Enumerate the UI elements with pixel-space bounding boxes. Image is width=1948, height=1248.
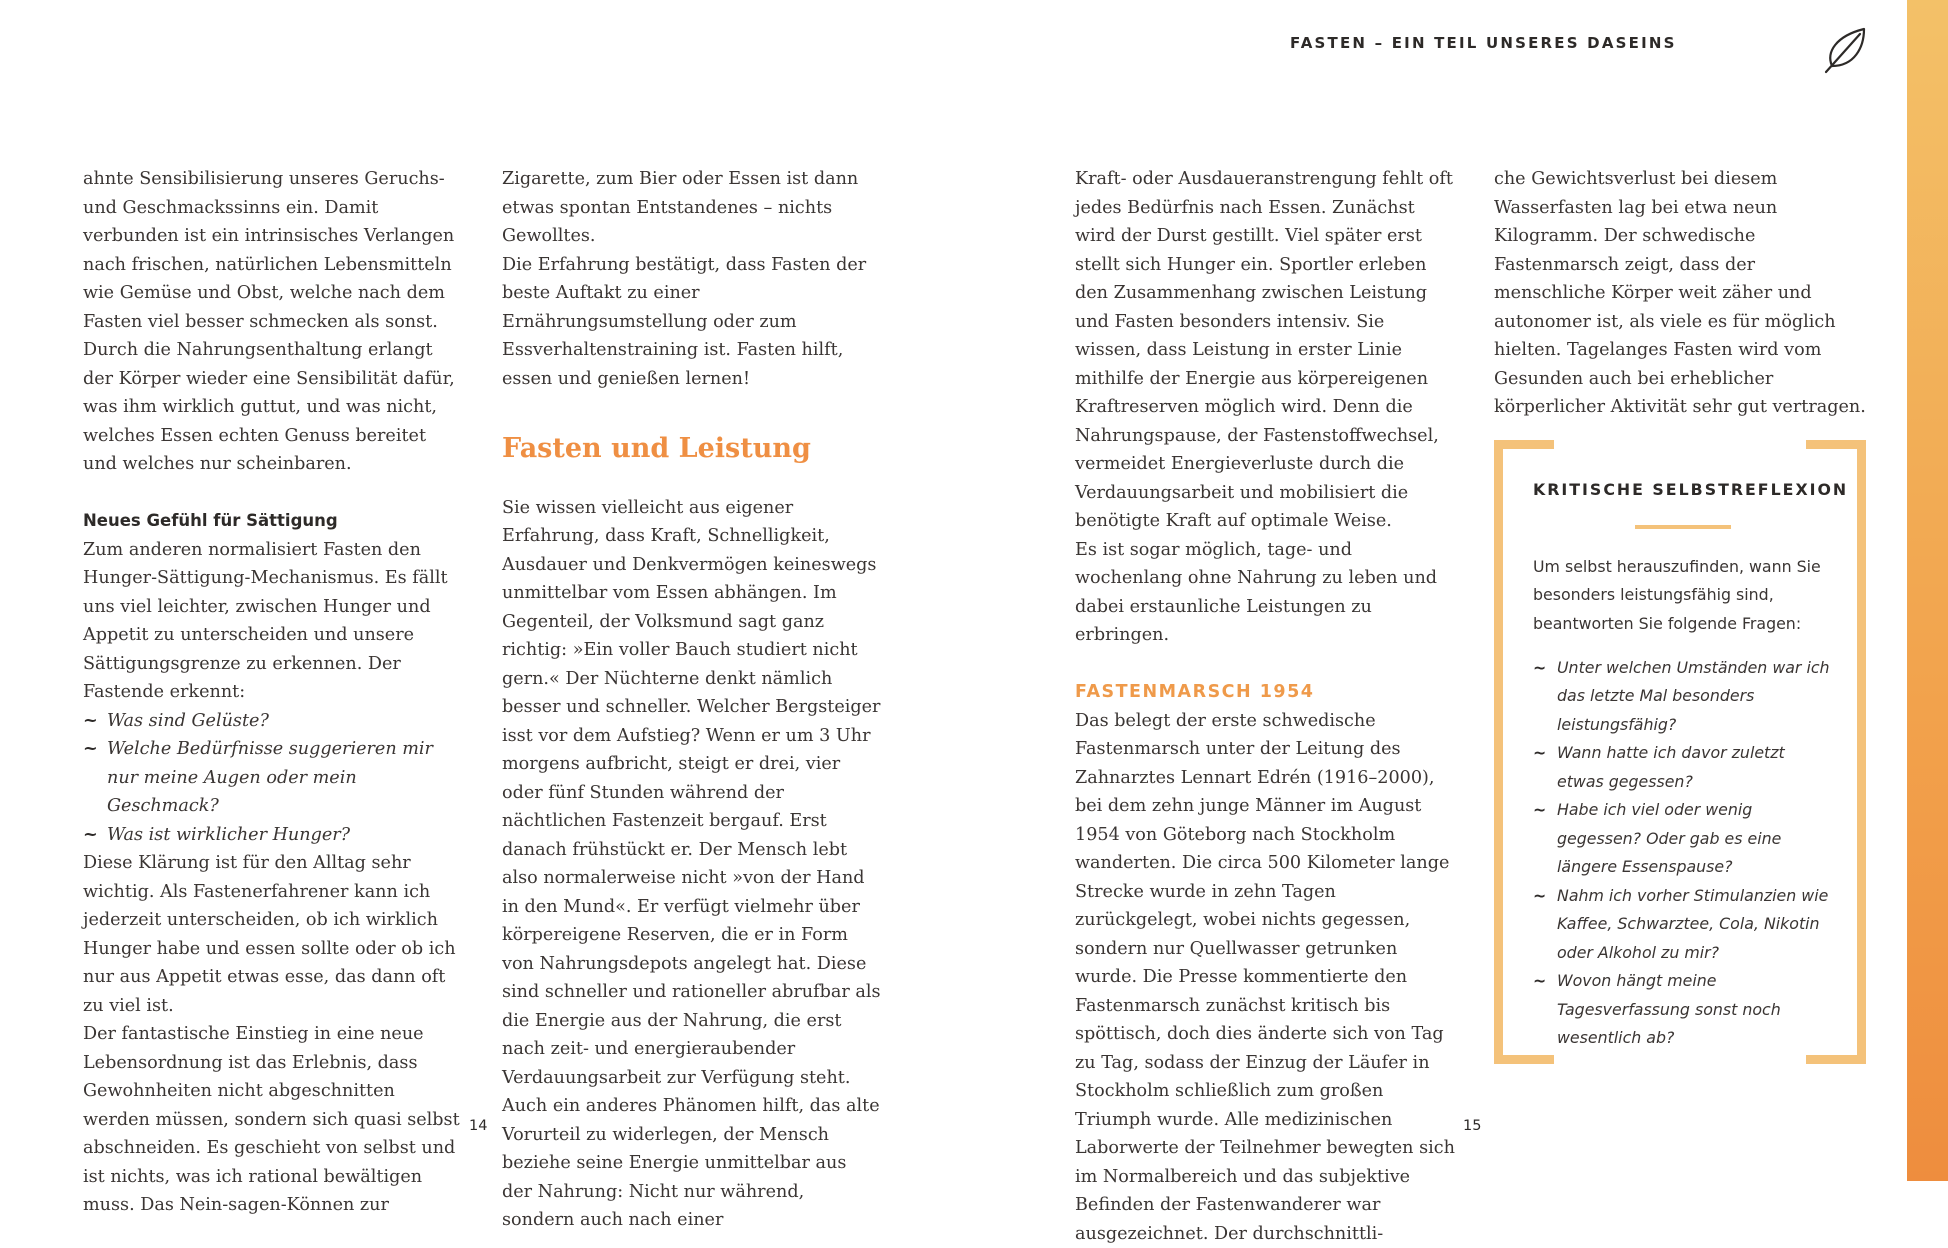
left-page-column-1 <box>83 165 463 1220</box>
subheading-fastenmarsch: FASTENMARSCH 1954 <box>1075 678 1455 707</box>
list-item: ~ Wovon hängt meine Tagesverfassung sonst noch wesentlich ab? <box>1533 967 1833 1053</box>
paragraph: Zigarette, zum Bier oder Essen ist dann etwas spontan Entstandenes – nichts Gewolltes. <box>502 165 882 251</box>
orange-edge-band <box>1907 0 1948 1181</box>
tilde-bullet: ~ <box>1533 654 1546 683</box>
paragraph: Diese Klärung ist für den Alltag sehr wichtig. Als Fastenerfahrener kann ich jederzeit unterscheiden, ob ich wirklich Hunger habe und essen sollte oder ob ich nur aus Appetit etwas esse, das dann oft zu viel ist. <box>83 849 463 1020</box>
list-item: ~ Was sind Gelüste? <box>83 707 463 736</box>
box-content <box>1533 476 1833 1053</box>
right-page-column-2 <box>1494 165 1872 422</box>
page-number-right: 15 <box>1463 1118 1481 1134</box>
paragraph: ahnte Sensibilisierung unseres Geruchs- und Geschmackssinns ein. Damit verbunden ist ein intrinsisches Verlangen nach frischen, natürlichen Lebensmitteln wie Gemüse und Obst, welche nach dem Fasten viel besser schmecken als sonst. Durch die Nahrungsenthaltung erlangt der Körper wieder eine Sensibilität dafür, was ihm wirklich guttut, und was nicht, welches Essen echten Genuss bereitet und welches nur scheinbaren. <box>83 165 463 479</box>
section-title: Fasten und Leistung <box>502 432 882 466</box>
box-intro: Um selbst herauszufinden, wann Sie besonders leistungsfähig sind, beantworten Sie folgende Fragen: <box>1533 553 1833 639</box>
paragraph: Die Erfahrung bestätigt, dass Fasten der beste Auftakt zu einer Ernährungsumstellung oder zum Essverhaltenstraining ist. Fasten hilft, essen und genießen lernen! <box>502 251 882 394</box>
tilde-bullet: ~ <box>83 735 98 764</box>
subheading: Neues Gefühl für Sättigung <box>83 507 463 536</box>
box-question-list <box>1533 654 1833 1053</box>
list-item: ~ Nahm ich vorher Stimulanzien wie Kaffee, Schwarztee, Cola, Nikotin oder Alkohol zu mir? <box>1533 882 1833 968</box>
list-item: ~ Unter welchen Umständen war ich das letzte Mal besonders leistungsfähig? <box>1533 654 1833 740</box>
paragraph: Der fantastische Einstieg in eine neue Lebensordnung ist das Erlebnis, dass Gewohnheiten nicht abgeschnitten werden müssen, sondern sich quasi selbst abschneiden. Es geschieht von selbst und ist nichts, was ich rational bewältigen muss. Das Nein-sagen-Können zur <box>83 1020 463 1220</box>
paragraph: Es ist sogar möglich, tage- und wochenlang ohne Nahrung zu leben und dabei erstaunliche Leistungen zu erbringen. <box>1075 536 1455 650</box>
question-list <box>83 707 463 850</box>
paragraph: Kraft- oder Ausdaueranstrengung fehlt oft jedes Bedürfnis nach Essen. Zunächst wird der Durst gestillt. Viel später erst stellt sich Hunger ein. Sportler erleben den Zusammenhang zwischen Leistung und Fasten besonders intensiv. Sie wissen, dass Leistung in erster Linie mithilfe der Energie aus körpereigenen Kraftreserven möglich wird. Denn die Nahrungspause, der Fastenstoffwechsel, vermeidet Energieverluste durch die Verdauungsarbeit und mobilisiert die benötigte Kraft auf optimale Weise. <box>1075 165 1455 536</box>
box-divider <box>1635 525 1731 529</box>
list-item: ~ Was ist wirklicher Hunger? <box>83 821 463 850</box>
list-item: ~ Welche Bedürfnisse suggerieren mir nur meine Augen oder mein Geschmack? <box>83 735 463 821</box>
tilde-bullet: ~ <box>1533 882 1546 911</box>
page-number-left: 14 <box>469 1118 487 1134</box>
paragraph: Auch ein anderes Phänomen hilft, das alte Vorurteil zu widerlegen, der Mensch beziehe seine Energie unmittelbar aus der Nahrung: Nicht nur während, sondern auch nach einer <box>502 1092 882 1235</box>
paragraph: Zum anderen normalisiert Fasten den Hunger-Sättigung-Mechanismus. Es fällt uns viel leichter, zwischen Hunger und Appetit zu unterscheiden und unsere Sättigungsgrenze zu erkennen. Der Fastende erkennt: <box>83 536 463 707</box>
leaf-icon <box>1820 26 1868 76</box>
tilde-bullet: ~ <box>1533 796 1546 825</box>
paragraph: Das belegt der erste schwedische Fastenmarsch unter der Leitung des Zahnarztes Lennart Edrén (1916–2000), bei dem zehn junge Männer im August 1954 von Göteborg nach Stockholm wanderten. Die circa 500 Kilometer lange Strecke wurde in zehn Tagen zurückgelegt, wobei nichts gegessen, sondern nur Quellwasser getrunken wurde. Die Presse kommentierte den Fastenmarsch zunächst kritisch bis spöttisch, doch dies änderte sich von Tag zu Tag, sodass der Einzug der Läufer in Stockholm schließlich zum großen Triumph wurde. Alle medizinischen Laborwerte der Teilnehmer bewegten sich im Normalbereich und das subjektive Befinden der Fastenwanderer war ausgezeichnet. Der durchschnittli- <box>1075 707 1455 1248</box>
tilde-bullet: ~ <box>1533 739 1546 768</box>
paragraph: che Gewichtsverlust bei diesem Wasserfasten lag bei etwa neun Kilogramm. Der schwedische Fastenmarsch zeigt, dass der menschliche Körper weit zäher und autonomer ist, als viele es für möglich hielten. Tagelanges Fasten wird vom Gesunden auch bei erheblicher körperlicher Aktivität sehr gut vertragen. <box>1494 165 1872 422</box>
right-page-column-1 <box>1075 165 1455 1248</box>
running-head: FASTEN – EIN TEIL UNSERES DASEINS <box>1290 34 1720 52</box>
tilde-bullet: ~ <box>83 707 98 736</box>
left-page-column-2 <box>502 165 882 1235</box>
paragraph: Sie wissen vielleicht aus eigener Erfahrung, dass Kraft, Schnelligkeit, Ausdauer und Denkvermögen keineswegs unmittelbar vom Essen abhängen. Im Gegenteil, der Volksmund sagt ganz richtig: »Ein voller Bauch studiert nicht gern.« Der Nüchterne denkt nämlich besser und schneller. Welcher Bergsteiger isst vor dem Aufstieg? Wenn er um 3 Uhr morgens aufbricht, steigt er drei, vier oder fünf Stunden während der nächtlichen Fastenzeit bergauf. Erst danach frühstückt er. Der Mensch lebt also normalerweise nicht »von der Hand in den Mund«. Er verfügt vielmehr über körpereigene Reserven, die er in Form von Nahrungsdepots angelegt hat. Diese sind schneller und rationeller abrufbar als die Energie aus der Nahrung, die erst nach zeit- und energieraubender Verdauungsarbeit zur Verfügung steht. <box>502 494 882 1093</box>
list-item: ~ Habe ich viel oder wenig gegessen? Oder gab es eine längere Essenspause? <box>1533 796 1833 882</box>
tilde-bullet: ~ <box>1533 967 1546 996</box>
box-title: KRITISCHE SELBSTREFLEXION <box>1533 476 1833 505</box>
list-item: ~ Wann hatte ich davor zuletzt etwas gegessen? <box>1533 739 1833 796</box>
reflection-box <box>1494 440 1866 1064</box>
tilde-bullet: ~ <box>83 821 98 850</box>
